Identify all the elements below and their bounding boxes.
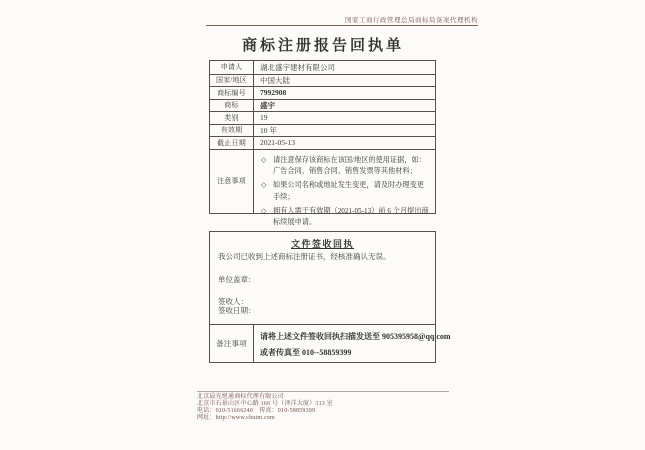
diamond-bullet-icon: ◇: [261, 206, 267, 215]
info-value: 2021-05-13: [260, 138, 295, 148]
receipt-section: [210, 232, 435, 324]
info-label: 有效期: [210, 125, 254, 137]
sign-date-label: 签收日期：: [218, 306, 256, 315]
seal-label: 单位盖章：: [218, 275, 256, 284]
note-text: 拥有人需于有效期（2021-05-13）前 6 个月提出商标续展申请。: [273, 206, 429, 226]
footer-company: 北京晨光旭通商标代理有限公司: [197, 394, 284, 400]
note-item: [260, 155, 429, 178]
note-item: [260, 206, 429, 229]
info-value: 湖北盛宇建材有限公司: [260, 62, 335, 72]
document-title: 商标注册报告回执单: [241, 38, 404, 54]
remarks-line-2: 或者传真至 010--58859399: [260, 347, 352, 357]
receipt-confirmation: 我公司已收到上述商标注册证书，经核准确认无误。: [218, 252, 391, 261]
footer-address: 北京市石景山区中心路 166 号（泽洋大厦）313 室: [197, 401, 333, 407]
info-label: 类别: [210, 112, 254, 124]
info-label: 申请人: [210, 61, 254, 74]
info-row-country: [210, 74, 435, 87]
note-text: 请注意保存该商标在该国/地区的使用证据，如：广告合同、销售合同、销售发票等其他材料；: [273, 155, 426, 175]
note-item: [260, 180, 429, 203]
footer-website: 网址：http://www.chutm.com: [197, 415, 275, 421]
info-row-trademark-number: [210, 86, 435, 99]
remarks-content: [254, 325, 455, 362]
diamond-bullet-icon: ◇: [261, 155, 267, 164]
info-value: 10 年: [260, 125, 277, 135]
trademark-info-table: [209, 60, 436, 226]
info-value: 盛宇: [260, 100, 275, 110]
diamond-bullet-icon: ◇: [261, 181, 267, 189]
info-label: 国家/地区: [210, 75, 254, 87]
notes-row: [210, 149, 435, 226]
notes-content: [254, 150, 435, 226]
info-row-trademark: [210, 99, 435, 112]
receipt-table: [209, 231, 451, 363]
info-row-applicant: [210, 61, 435, 74]
info-label: 商标编号: [210, 87, 254, 99]
info-row-class: [210, 111, 435, 124]
info-value: 7992908: [260, 88, 287, 98]
info-label: 截止日期: [210, 137, 254, 149]
footer-rule: [197, 391, 449, 392]
info-row-deadline: [210, 136, 435, 149]
receipt-title: 文件签收回执: [290, 239, 354, 249]
info-value: 19: [260, 113, 268, 123]
remarks-line-1: 请将上述文件签收回执扫描发送至 905395958@qq.com: [260, 332, 451, 341]
info-row-validity: [210, 124, 435, 137]
remarks-row: [210, 324, 451, 362]
info-value: 中国大陆: [260, 75, 290, 85]
remarks-label: 备注事项: [210, 325, 254, 362]
footer-phone-fax: 电话：010-51666240 传真：010-58859399: [197, 408, 316, 414]
header-rule: [206, 25, 478, 26]
footer: [197, 394, 457, 422]
note-text: 如果公司名称或地址发生变更，请及时办理变更手续；: [273, 181, 424, 201]
signer-label: 签收人：: [218, 297, 248, 306]
info-label: 商标: [210, 100, 254, 112]
agency-header: 国家工商行政管理总局商标局备案代理机构: [345, 17, 478, 24]
notes-label: 注意事项: [210, 150, 254, 213]
